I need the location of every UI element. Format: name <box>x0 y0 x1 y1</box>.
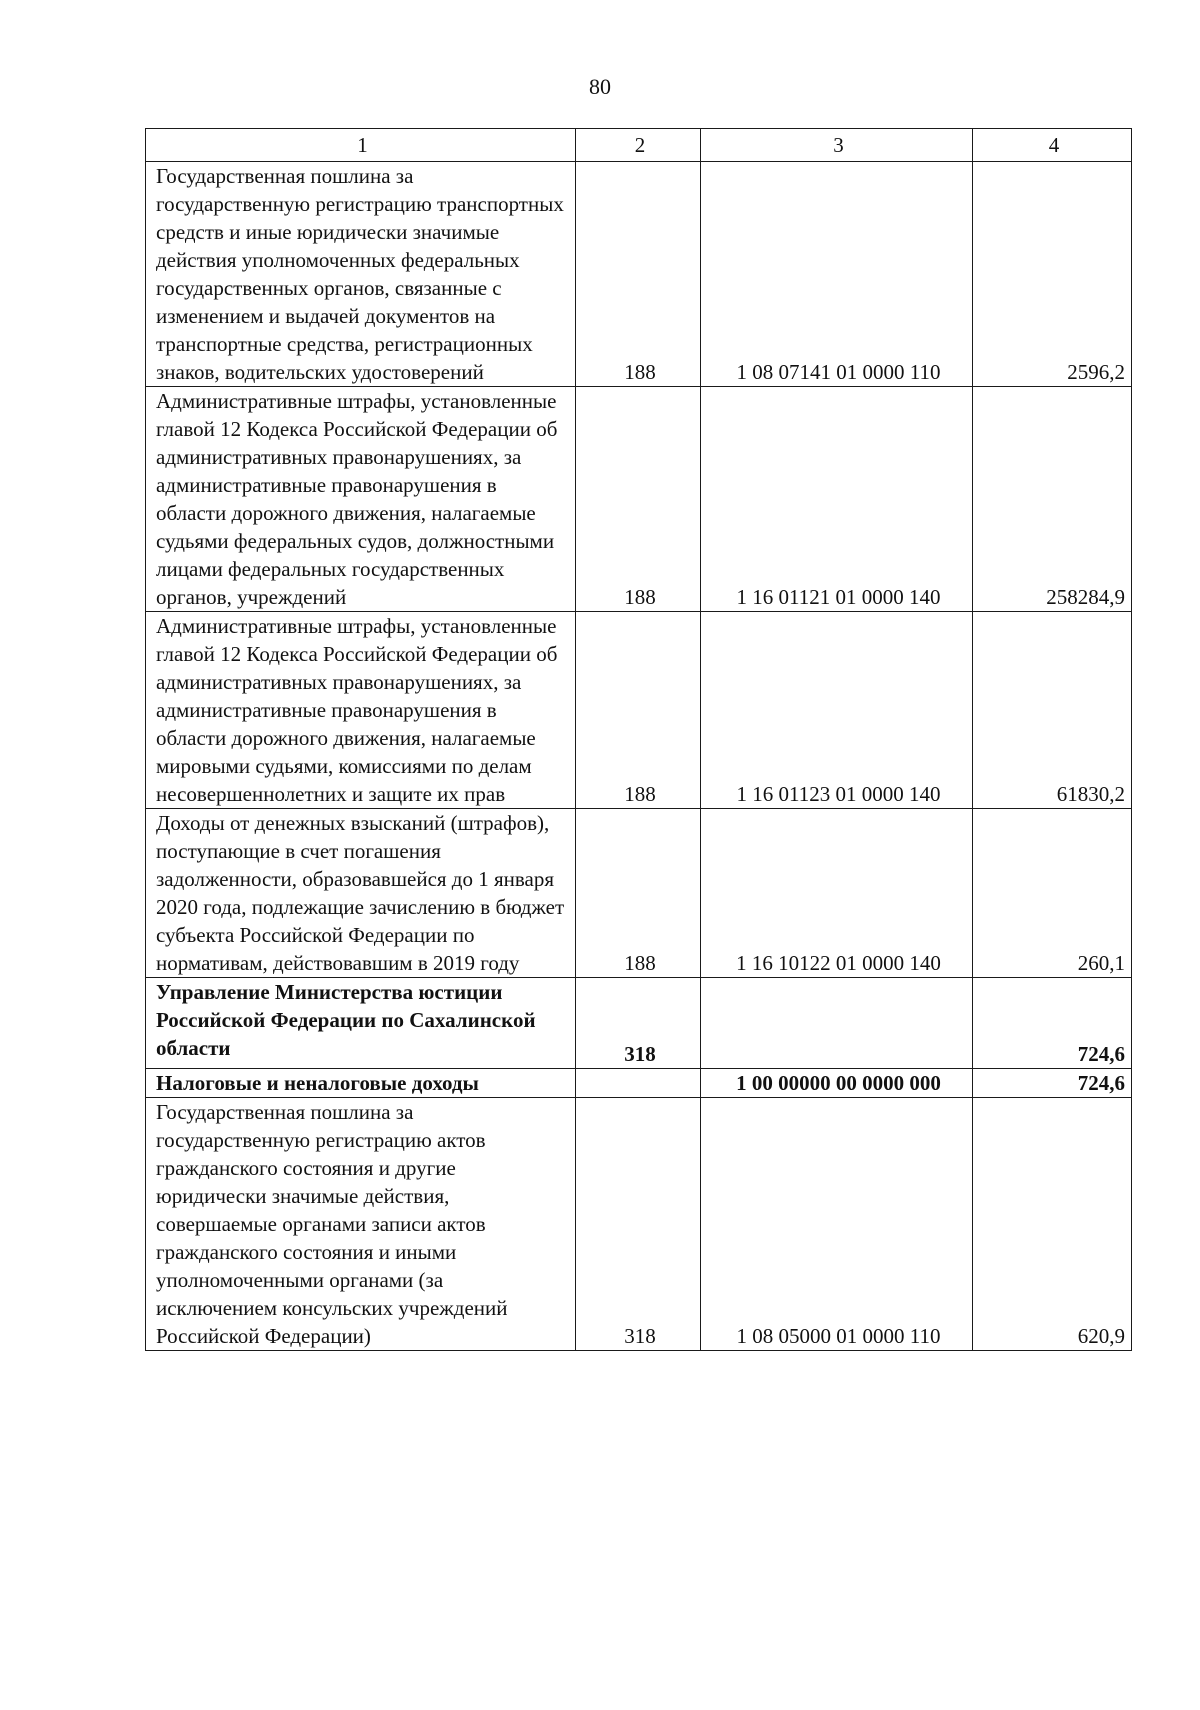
budget-classification-code: 1 16 01121 01 0000 140 <box>701 387 973 612</box>
amount: 620,9 <box>973 1098 1132 1351</box>
budget-classification-code: 1 08 05000 01 0000 110 <box>701 1098 973 1351</box>
admin-code: 188 <box>576 162 701 387</box>
revenue-name: Государственная пошлина за государственную регистрацию актов гражданского состояния и другие юридически значимые действия, совершаемые органами записи актов гражданского состояния и иными уполномоченными органами (за исключением консульских учреждений Российской Федерации) <box>146 1098 576 1351</box>
amount: 2596,2 <box>973 162 1132 387</box>
organization-name: Управление Министерства юстиции Российской Федерации по Сахалинской области <box>146 978 576 1069</box>
section-header-row <box>146 978 1132 1069</box>
revenue-name: Доходы от денежных взысканий (штрафов), поступающие в счет погашения задолженности, образовавшейся до 1 января 2020 года, подлежащие зачислению в бюджет субъекта Российской Федерации по нормативам, действовавшим в 2019 году <box>146 809 576 978</box>
budget-classification-code <box>701 978 973 1069</box>
amount: 258284,9 <box>973 387 1132 612</box>
amount: 724,6 <box>973 978 1132 1069</box>
revenue-name: Административные штрафы, установленные главой 12 Кодекса Российской Федерации об административных правонарушениях, за административные правонарушения в области дорожного движения, налагаемые мировыми судьями, комиссиями по делам несовершеннолетних и защите их прав <box>146 612 576 809</box>
budget-classification-code: 1 00 00000 00 0000 000 <box>701 1069 973 1098</box>
page-number: 80 <box>589 74 611 99</box>
table-row <box>146 809 1132 978</box>
budget-classification-code: 1 16 10122 01 0000 140 <box>701 809 973 978</box>
table-row <box>146 162 1132 387</box>
revenue-table <box>145 128 1132 1351</box>
revenue-group-name: Налоговые и неналоговые доходы <box>146 1069 576 1098</box>
admin-code: 188 <box>576 612 701 809</box>
column-header-4: 4 <box>973 129 1132 162</box>
table-row <box>146 1098 1132 1351</box>
revenue-name: Административные штрафы, установленные главой 12 Кодекса Российской Федерации об административных правонарушениях, за административные правонарушения в области дорожного движения, налагаемые судьями федеральных судов, должностными лицами федеральных государственных органов, учреждений <box>146 387 576 612</box>
admin-code: 188 <box>576 809 701 978</box>
column-header-2: 2 <box>576 129 701 162</box>
revenue-name: Государственная пошлина за государственную регистрацию транспортных средств и иные юридически значимые действия уполномоченных федеральных государственных органов, связанные с изменением и выдачей документов на транспортные средства, регистрационных знаков, водительских удостоверений <box>146 162 576 387</box>
subtotal-row <box>146 1069 1132 1098</box>
amount: 260,1 <box>973 809 1132 978</box>
admin-code <box>576 1069 701 1098</box>
table-header-row <box>146 129 1132 162</box>
admin-code: 318 <box>576 1098 701 1351</box>
admin-code: 188 <box>576 387 701 612</box>
table-row <box>146 387 1132 612</box>
column-header-3: 3 <box>701 129 973 162</box>
budget-classification-code: 1 16 01123 01 0000 140 <box>701 612 973 809</box>
admin-code: 318 <box>576 978 701 1069</box>
table-row <box>146 612 1132 809</box>
column-header-1: 1 <box>146 129 576 162</box>
budget-classification-code: 1 08 07141 01 0000 110 <box>701 162 973 387</box>
amount: 61830,2 <box>973 612 1132 809</box>
amount: 724,6 <box>973 1069 1132 1098</box>
